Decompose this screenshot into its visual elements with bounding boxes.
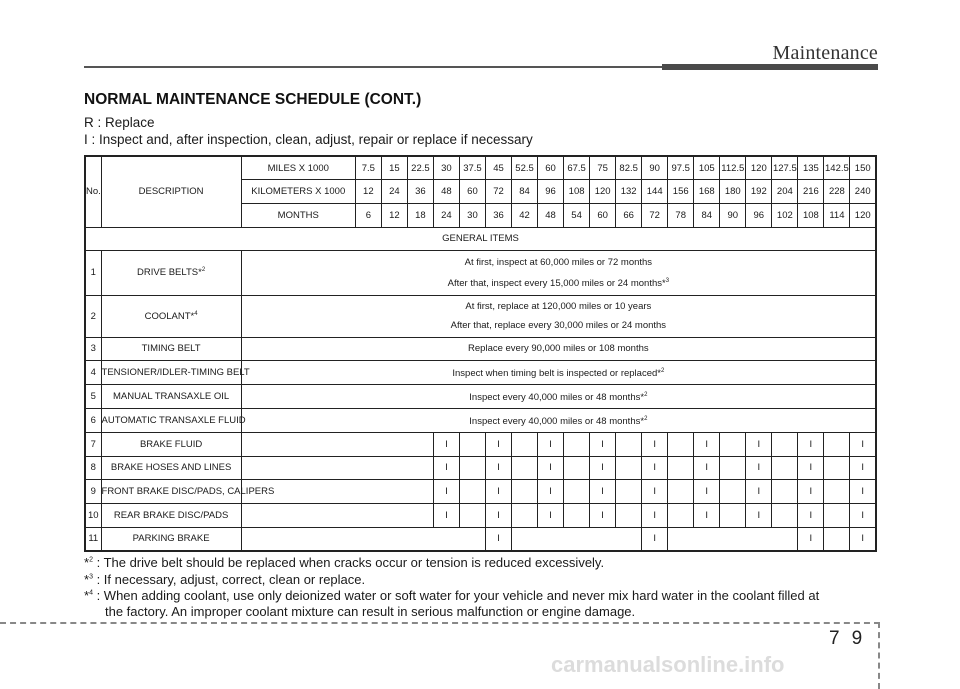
schedule-note-line (242, 297, 875, 316)
footnote-2: *$^2$ : The drive belt should be replaced when cracks occur or tension is reduced excessively. (84, 555, 605, 570)
table-row (85, 503, 876, 527)
months-value: 72 (642, 203, 668, 227)
kilometers-value: 240 (850, 180, 876, 204)
footer-divider (878, 622, 880, 689)
miles-value: 105 (694, 156, 720, 180)
months-value: 42 (512, 203, 538, 227)
miles-value: 15 (381, 156, 407, 180)
interval-mark (459, 480, 485, 504)
miles-value: 30 (433, 156, 459, 180)
item-description (101, 337, 241, 361)
note-footnote-ref: 2 (644, 415, 648, 422)
header-row-miles (85, 156, 876, 180)
months-value: 30 (459, 203, 485, 227)
miles-value: 135 (798, 156, 824, 180)
schedule-note-line (242, 362, 875, 383)
interval-mark: I (538, 456, 564, 480)
header-rule (84, 66, 662, 68)
interval-mark (668, 527, 694, 551)
schedule-note-text: At first, replace at 120,000 miles or 10 years (465, 301, 652, 313)
interval-mark (824, 503, 850, 527)
interval-mark (407, 527, 433, 551)
interval-mark: I (538, 432, 564, 456)
interval-mark: I (433, 456, 459, 480)
schedule-note (241, 337, 876, 361)
interval-mark (459, 503, 485, 527)
item-description (101, 456, 241, 480)
miles-value: 127.5 (772, 156, 798, 180)
row-number: 6 (85, 409, 101, 433)
interval-mark (538, 527, 564, 551)
interval-mark: I (694, 480, 720, 504)
interval-mark: I (485, 432, 511, 456)
table-row (85, 251, 876, 295)
months-value: 24 (433, 203, 459, 227)
schedule-note-line (242, 316, 875, 335)
interval-mark: I (485, 503, 511, 527)
interval-mark (746, 527, 772, 551)
interval-mark (407, 503, 433, 527)
interval-mark (512, 480, 538, 504)
interval-mark (355, 503, 381, 527)
months-value: 36 (485, 203, 511, 227)
item-description (101, 480, 275, 504)
row-number: 7 (85, 432, 101, 456)
interval-mark (355, 432, 381, 456)
schedule-note (241, 361, 876, 385)
interval-mark (720, 503, 746, 527)
schedule-note-line (242, 339, 875, 358)
months-value: 120 (850, 203, 876, 227)
interval-mark: I (694, 456, 720, 480)
schedule-note-line (242, 410, 875, 431)
legend-inspect: I : Inspect and, after inspection, clean, adjust, repair or replace if necessary (84, 132, 533, 147)
kilometers-value: 36 (407, 180, 433, 204)
description-header: DESCRIPTION (101, 156, 241, 227)
miles-value: 112.5 (720, 156, 746, 180)
interval-mark (433, 527, 459, 551)
interval-mark: I (850, 503, 876, 527)
miles-value: 150 (850, 156, 876, 180)
interval-mark (355, 480, 381, 504)
miles-value: 22.5 (407, 156, 433, 180)
footnote-4: *$^4$ : When adding coolant, use only deionized water or soft water for your vehicle and never mix hard water in the coolant filled at (84, 588, 820, 603)
item-description (101, 295, 241, 337)
interval-mark (407, 432, 433, 456)
item-description (101, 361, 250, 385)
blank-cell (241, 503, 355, 527)
row-number: 1 (85, 251, 101, 295)
kilometers-value: 156 (668, 180, 694, 204)
interval-mark (407, 456, 433, 480)
row-number: 5 (85, 385, 101, 409)
interval-mark: I (798, 503, 824, 527)
item-label: DRIVE BELTS* (137, 267, 202, 279)
row-number: 9 (85, 480, 101, 504)
watermark: carmanualsonline.info (551, 652, 785, 677)
months-value: 54 (564, 203, 590, 227)
table-row (85, 409, 876, 433)
table-row (85, 456, 876, 480)
general-items-label: GENERAL ITEMS (85, 227, 876, 251)
interval-mark (772, 432, 798, 456)
item-description (101, 385, 241, 409)
item-label: PARKING BRAKE (132, 533, 210, 545)
interval-mark: I (850, 480, 876, 504)
months-value: 6 (355, 203, 381, 227)
interval-mark: I (538, 480, 564, 504)
months-value: 114 (824, 203, 850, 227)
interval-mark (564, 503, 590, 527)
item-label: BRAKE FLUID (139, 438, 203, 450)
interval-mark (668, 432, 694, 456)
kilometers-value: 60 (459, 180, 485, 204)
schedule-note-text: Inspect when timing belt is inspected or replaced* (452, 368, 661, 380)
interval-mark (824, 480, 850, 504)
table-row (85, 480, 876, 504)
interval-mark (772, 503, 798, 527)
kilometers-value: 168 (694, 180, 720, 204)
row-number: 11 (85, 527, 101, 551)
schedule-note-text: After that, inspect every 15,000 miles or 24 months* (447, 277, 666, 289)
schedule-note-text: Inspect every 40,000 miles or 48 months* (469, 416, 645, 427)
footnote-3: *$^3$ : If necessary, adjust, correct, clean or replace. (84, 572, 366, 587)
interval-mark (616, 432, 642, 456)
item-description (101, 503, 241, 527)
schedule-note-text: At first, inspect at 60,000 miles or 72 months (464, 256, 653, 268)
maintenance-schedule-table (84, 155, 877, 552)
interval-mark (407, 480, 433, 504)
schedule-note-line (242, 272, 875, 293)
interval-mark: I (485, 527, 511, 551)
kilometers-label: KILOMETERS X 1000 (241, 180, 355, 204)
interval-mark (564, 480, 590, 504)
table-row (85, 361, 876, 385)
item-footnote-ref: 4 (194, 310, 198, 317)
months-value: 108 (798, 203, 824, 227)
page-title: NORMAL MAINTENANCE SCHEDULE (CONT.) (84, 91, 422, 108)
interval-mark: I (850, 456, 876, 480)
kilometers-value: 120 (590, 180, 616, 204)
miles-value: 45 (485, 156, 511, 180)
kilometers-value: 144 (642, 180, 668, 204)
no-header: No. (85, 156, 101, 227)
item-label: MANUAL TRANSAXLE OIL (113, 391, 230, 403)
schedule-note-line (242, 253, 875, 272)
kilometers-value: 204 (772, 180, 798, 204)
miles-value: 75 (590, 156, 616, 180)
interval-mark (720, 480, 746, 504)
interval-mark: I (590, 480, 616, 504)
months-value: 66 (616, 203, 642, 227)
interval-mark: I (798, 480, 824, 504)
interval-mark (512, 503, 538, 527)
months-value: 18 (407, 203, 433, 227)
kilometers-value: 12 (355, 180, 381, 204)
footnote-4-continued: the factory. An improper coolant mixture can result in serious malfunction or engine damage. (105, 604, 636, 619)
miles-value: 82.5 (616, 156, 642, 180)
item-label: TENSIONER/IDLER-TIMING BELT (101, 367, 250, 379)
interval-mark: I (538, 503, 564, 527)
interval-mark: I (746, 456, 772, 480)
table-row (85, 337, 876, 361)
interval-mark (564, 432, 590, 456)
months-value: 84 (694, 203, 720, 227)
row-number: 3 (85, 337, 101, 361)
page-number: 79 (829, 628, 875, 649)
interval-mark: I (433, 432, 459, 456)
interval-mark (381, 503, 407, 527)
interval-mark (616, 503, 642, 527)
item-label: AUTOMATIC TRANSAXLE FLUID (101, 414, 246, 426)
months-value: 90 (720, 203, 746, 227)
kilometers-value: 228 (824, 180, 850, 204)
interval-mark (381, 527, 407, 551)
schedule-note-text: Replace every 90,000 miles or 108 months (468, 343, 649, 355)
months-value: 78 (668, 203, 694, 227)
miles-value: 120 (746, 156, 772, 180)
interval-mark (459, 527, 485, 551)
schedule-note (241, 251, 876, 295)
general-items-row (85, 227, 876, 251)
interval-mark: I (433, 503, 459, 527)
kilometers-value: 96 (538, 180, 564, 204)
interval-mark: I (642, 480, 668, 504)
interval-mark (668, 503, 694, 527)
footer-rule (0, 622, 880, 624)
interval-mark (459, 432, 485, 456)
interval-mark: I (850, 432, 876, 456)
blank-cell (241, 527, 355, 551)
interval-mark: I (642, 527, 668, 551)
interval-mark: I (850, 527, 876, 551)
interval-mark: I (798, 432, 824, 456)
interval-mark: I (485, 456, 511, 480)
interval-mark (512, 527, 538, 551)
miles-value: 7.5 (355, 156, 381, 180)
interval-mark: I (694, 432, 720, 456)
interval-mark: I (746, 480, 772, 504)
interval-mark (512, 456, 538, 480)
schedule-note-text: Inspect every 40,000 miles or 48 months* (469, 392, 645, 404)
miles-label: MILES X 1000 (241, 156, 355, 180)
section-title: Maintenance (772, 42, 878, 64)
interval-mark (668, 480, 694, 504)
months-value: 60 (590, 203, 616, 227)
interval-mark: I (642, 432, 668, 456)
header-bar (662, 64, 878, 70)
interval-mark (564, 456, 590, 480)
kilometers-value: 216 (798, 180, 824, 204)
interval-mark: I (642, 503, 668, 527)
interval-mark (564, 527, 590, 551)
kilometers-value: 84 (512, 180, 538, 204)
item-label: FRONT BRAKE DISC/PADS, CALIPERS (101, 486, 275, 498)
interval-mark: I (590, 432, 616, 456)
kilometers-value: 72 (485, 180, 511, 204)
interval-mark (720, 527, 746, 551)
item-description (101, 432, 241, 456)
miles-value: 97.5 (668, 156, 694, 180)
row-number: 4 (85, 361, 101, 385)
item-label: TIMING BELT (141, 343, 201, 355)
legend-replace: R : Replace (84, 115, 155, 130)
interval-mark (616, 527, 642, 551)
blank-cell (241, 432, 355, 456)
interval-mark (720, 456, 746, 480)
interval-mark: I (746, 432, 772, 456)
months-value: 12 (381, 203, 407, 227)
item-description (101, 527, 241, 551)
interval-mark (381, 480, 407, 504)
interval-mark: I (798, 456, 824, 480)
interval-mark: I (590, 503, 616, 527)
kilometers-value: 132 (616, 180, 642, 204)
interval-mark (355, 527, 381, 551)
interval-mark (824, 432, 850, 456)
interval-mark (459, 456, 485, 480)
miles-value: 52.5 (512, 156, 538, 180)
interval-mark (616, 480, 642, 504)
kilometers-value: 24 (381, 180, 407, 204)
item-footnote-ref: 2 (201, 267, 206, 274)
interval-mark (512, 432, 538, 456)
interval-mark (381, 456, 407, 480)
kilometers-value: 108 (564, 180, 590, 204)
interval-mark (590, 527, 616, 551)
schedule-note (241, 385, 876, 409)
interval-mark: I (485, 480, 511, 504)
kilometers-value: 192 (746, 180, 772, 204)
schedule-note-line (242, 386, 875, 407)
note-footnote-ref: 2 (660, 368, 665, 375)
months-value: 48 (538, 203, 564, 227)
miles-value: 67.5 (564, 156, 590, 180)
interval-mark (824, 527, 850, 551)
note-footnote-ref: 3 (665, 277, 670, 284)
item-label: REAR BRAKE DISC/PADS (113, 509, 229, 521)
interval-mark: I (694, 503, 720, 527)
row-number: 2 (85, 295, 101, 337)
interval-mark: I (746, 503, 772, 527)
interval-mark (824, 456, 850, 480)
interval-mark (355, 456, 381, 480)
interval-mark: I (642, 456, 668, 480)
interval-mark (668, 456, 694, 480)
miles-value: 37.5 (459, 156, 485, 180)
months-value: 102 (772, 203, 798, 227)
schedule-note-text: After that, replace every 30,000 miles or 24 months (450, 320, 667, 332)
miles-value: 90 (642, 156, 668, 180)
miles-value: 142.5 (824, 156, 850, 180)
table-row (85, 295, 876, 337)
item-description (101, 409, 246, 433)
item-description (101, 251, 241, 295)
kilometers-value: 180 (720, 180, 746, 204)
interval-mark (772, 527, 798, 551)
table-row (85, 385, 876, 409)
interval-mark (772, 456, 798, 480)
months-value: 96 (746, 203, 772, 227)
kilometers-value: 48 (433, 180, 459, 204)
interval-mark (381, 432, 407, 456)
table-row (85, 527, 876, 551)
interval-mark (772, 480, 798, 504)
interval-mark: I (798, 527, 824, 551)
row-number: 8 (85, 456, 101, 480)
interval-mark: I (590, 456, 616, 480)
interval-mark (720, 432, 746, 456)
note-footnote-ref: 2 (644, 391, 648, 398)
row-number: 10 (85, 503, 101, 527)
interval-mark: I (433, 480, 459, 504)
interval-mark (694, 527, 720, 551)
months-label: MONTHS (241, 203, 355, 227)
item-label: COOLANT* (144, 310, 195, 322)
schedule-note (241, 409, 876, 433)
blank-cell (241, 456, 355, 480)
interval-mark (616, 456, 642, 480)
miles-value: 60 (538, 156, 564, 180)
schedule-note (241, 295, 876, 337)
table-row (85, 432, 876, 456)
item-label: BRAKE HOSES AND LINES (110, 462, 232, 474)
